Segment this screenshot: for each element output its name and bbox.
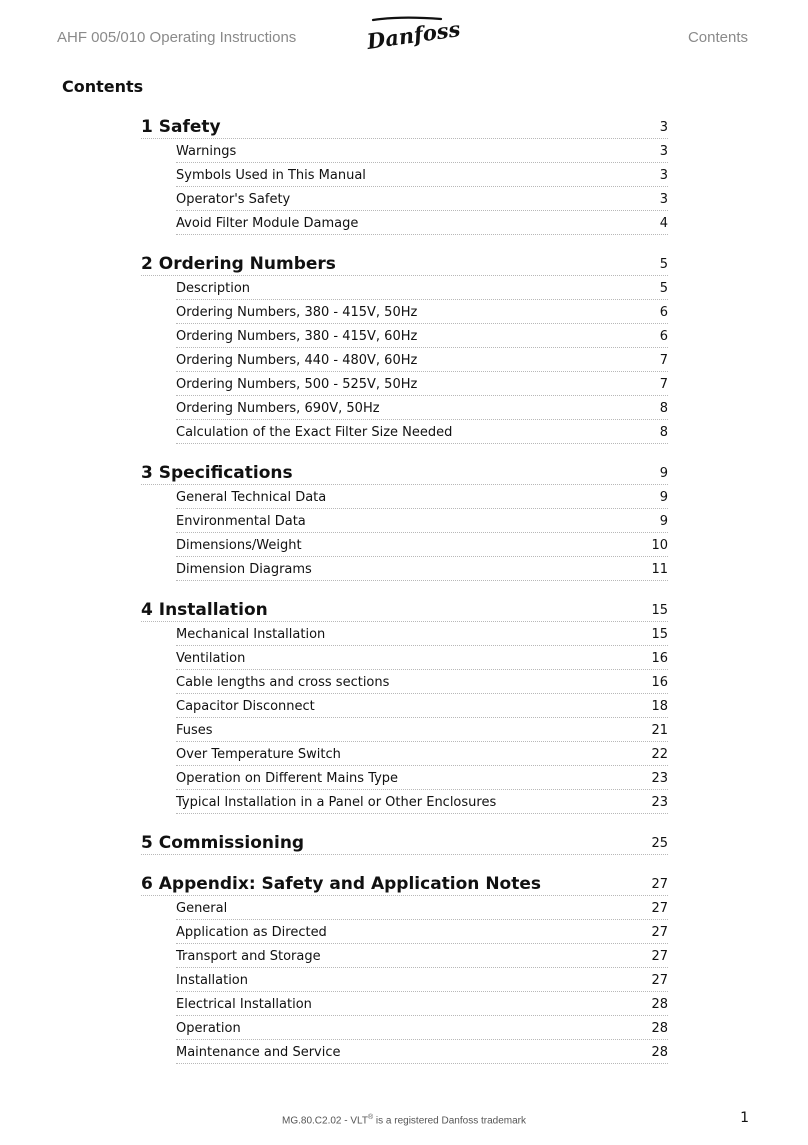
toc-section-title: Typical Installation in a Panel or Other Enclosures	[176, 795, 497, 810]
toc-section-page: 15	[651, 627, 668, 642]
toc-section-title: Ordering Numbers, 380 - 415V, 60Hz	[176, 329, 418, 344]
toc-section-title: Symbols Used in This Manual	[176, 168, 366, 183]
danfoss-logo	[363, 14, 462, 54]
toc-chapter-entry[interactable]	[141, 869, 668, 896]
toc-section-page: 8	[659, 401, 668, 416]
toc-section-entry[interactable]	[176, 300, 668, 324]
toc-section-page: 11	[651, 562, 668, 577]
toc-section-page: 6	[659, 305, 668, 320]
toc-chapter-title: 4 Installation	[141, 600, 268, 620]
toc-section-page: 27	[651, 949, 668, 964]
toc-chapter	[141, 458, 668, 581]
toc-chapter-title: 3 Specifications	[141, 463, 293, 483]
toc-chapter-page: 3	[659, 120, 668, 135]
toc-section-entry[interactable]	[176, 992, 668, 1016]
toc-chapter-entry[interactable]	[141, 458, 668, 485]
toc-section-entry[interactable]	[176, 348, 668, 372]
toc-section-title: Operation on Different Mains Type	[176, 771, 399, 786]
toc-section-title: Ordering Numbers, 380 - 415V, 50Hz	[176, 305, 418, 320]
toc-section-entry[interactable]	[176, 420, 668, 444]
toc-section-page: 3	[659, 168, 668, 183]
toc-section-page: 9	[659, 514, 668, 529]
toc-chapter	[141, 249, 668, 444]
registered-mark: ®	[367, 1114, 374, 1121]
table-of-contents	[141, 112, 668, 1078]
toc-section-page: 3	[659, 144, 668, 159]
toc-section-entry[interactable]	[176, 790, 668, 814]
toc-section-title: Operation	[176, 1021, 241, 1036]
toc-section-title: Description	[176, 281, 251, 296]
toc-section-entry[interactable]	[176, 372, 668, 396]
toc-section-entry[interactable]	[176, 396, 668, 420]
toc-section-title: Avoid Filter Module Damage	[176, 216, 359, 231]
toc-chapter-page: 25	[651, 836, 668, 851]
toc-section-title: Warnings	[176, 144, 237, 159]
toc-section-page: 21	[651, 723, 668, 738]
toc-section-entry[interactable]	[176, 646, 668, 670]
toc-chapter-page: 5	[659, 257, 668, 272]
toc-section-page: 23	[651, 795, 668, 810]
toc-section-title: Application as Directed	[176, 925, 327, 940]
toc-section-entry[interactable]	[176, 139, 668, 163]
toc-chapter-title: 6 Appendix: Safety and Application Notes	[141, 874, 542, 894]
toc-section-entry[interactable]	[176, 920, 668, 944]
toc-chapter-page: 27	[651, 877, 668, 892]
page-title: Contents	[62, 77, 144, 96]
toc-chapter-entry[interactable]	[141, 828, 668, 855]
toc-section-page: 7	[659, 353, 668, 368]
toc-section-page: 6	[659, 329, 668, 344]
toc-section-entry[interactable]	[176, 896, 668, 920]
toc-section-page: 22	[651, 747, 668, 762]
toc-section-entry[interactable]	[176, 276, 668, 300]
toc-section-title: Dimension Diagrams	[176, 562, 312, 577]
toc-section-entry[interactable]	[176, 1040, 668, 1064]
toc-section-page: 16	[651, 675, 668, 690]
toc-section-entry[interactable]	[176, 1016, 668, 1040]
toc-section-entry[interactable]	[176, 694, 668, 718]
toc-section-page: 8	[659, 425, 668, 440]
toc-section-page: 27	[651, 973, 668, 988]
toc-section-title: Cable lengths and cross sections	[176, 675, 390, 690]
toc-section-entry[interactable]	[176, 766, 668, 790]
toc-section-entry[interactable]	[176, 742, 668, 766]
svg-text:Danfoss: Danfoss	[365, 16, 462, 54]
toc-section-page: 4	[659, 216, 668, 231]
toc-section-entry[interactable]	[176, 670, 668, 694]
toc-chapter-page: 9	[659, 466, 668, 481]
danfoss-logo-icon	[363, 14, 462, 54]
toc-chapter	[141, 112, 668, 235]
toc-section-title: Operator's Safety	[176, 192, 291, 207]
toc-section-entry[interactable]	[176, 533, 668, 557]
toc-chapter	[141, 828, 668, 855]
toc-chapter-title: 5 Commissioning	[141, 833, 305, 853]
footer-doc-code: MG.80.C2.02 - VLT	[282, 1115, 368, 1127]
toc-section-title: Mechanical Installation	[176, 627, 326, 642]
toc-section-page: 5	[659, 281, 668, 296]
toc-section-page: 16	[651, 651, 668, 666]
toc-section-title: Fuses	[176, 723, 213, 738]
toc-section-page: 7	[659, 377, 668, 392]
toc-section-page: 28	[651, 1045, 668, 1060]
toc-chapter-page: 15	[651, 603, 668, 618]
toc-section-entry[interactable]	[176, 187, 668, 211]
toc-chapter-entry[interactable]	[141, 249, 668, 276]
toc-section-title: Ordering Numbers, 500 - 525V, 50Hz	[176, 377, 418, 392]
toc-section-title: Over Temperature Switch	[176, 747, 341, 762]
toc-section-page: 28	[651, 997, 668, 1012]
toc-section-title: Environmental Data	[176, 514, 306, 529]
toc-section-title: Electrical Installation	[176, 997, 312, 1012]
document-title: AHF 005/010 Operating Instructions	[57, 29, 297, 46]
toc-section-title: Dimensions/Weight	[176, 538, 302, 553]
toc-section-title: Maintenance and Service	[176, 1045, 341, 1060]
toc-section-page: 10	[651, 538, 668, 553]
toc-section-entry[interactable]	[176, 622, 668, 646]
toc-section-entry[interactable]	[176, 509, 668, 533]
toc-section-entry[interactable]	[176, 557, 668, 581]
toc-section-title: General	[176, 901, 228, 916]
toc-section-page: 18	[651, 699, 668, 714]
toc-section-title: Installation	[176, 973, 249, 988]
toc-section-entry[interactable]	[176, 163, 668, 187]
toc-section-title: Ordering Numbers, 690V, 50Hz	[176, 401, 380, 416]
toc-section-title: Calculation of the Exact Filter Size Needed	[176, 425, 453, 440]
toc-section-title: Ordering Numbers, 440 - 480V, 60Hz	[176, 353, 418, 368]
toc-chapter-entry[interactable]	[141, 595, 668, 622]
toc-section-page: 27	[651, 925, 668, 940]
toc-section-title: General Technical Data	[176, 490, 327, 505]
toc-section-title: Capacitor Disconnect	[176, 699, 315, 714]
toc-chapter-title: 1 Safety	[141, 117, 221, 137]
page-number: 1	[740, 1110, 749, 1126]
toc-chapter-entry[interactable]	[141, 112, 668, 139]
toc-section-page: 23	[651, 771, 668, 786]
toc-section-entry[interactable]	[176, 718, 668, 742]
footer-trademark	[0, 1114, 808, 1126]
toc-section-title: Transport and Storage	[176, 949, 321, 964]
toc-section-entry[interactable]	[176, 968, 668, 992]
toc-section-page: 3	[659, 192, 668, 207]
header-section-label: Contents	[687, 29, 748, 46]
toc-section-page: 9	[659, 490, 668, 505]
toc-section-entry[interactable]	[176, 324, 668, 348]
toc-section-entry[interactable]	[176, 944, 668, 968]
toc-chapter	[141, 595, 668, 814]
toc-section-page: 28	[651, 1021, 668, 1036]
toc-chapter-title: 2 Ordering Numbers	[141, 254, 336, 274]
toc-section-title: Ventilation	[176, 651, 246, 666]
toc-chapter	[141, 869, 668, 1064]
toc-section-entry[interactable]	[176, 211, 668, 235]
toc-section-entry[interactable]	[176, 485, 668, 509]
toc-section-page: 27	[651, 901, 668, 916]
footer-trademark-text: is a registered Danfoss trademark	[373, 1115, 526, 1127]
